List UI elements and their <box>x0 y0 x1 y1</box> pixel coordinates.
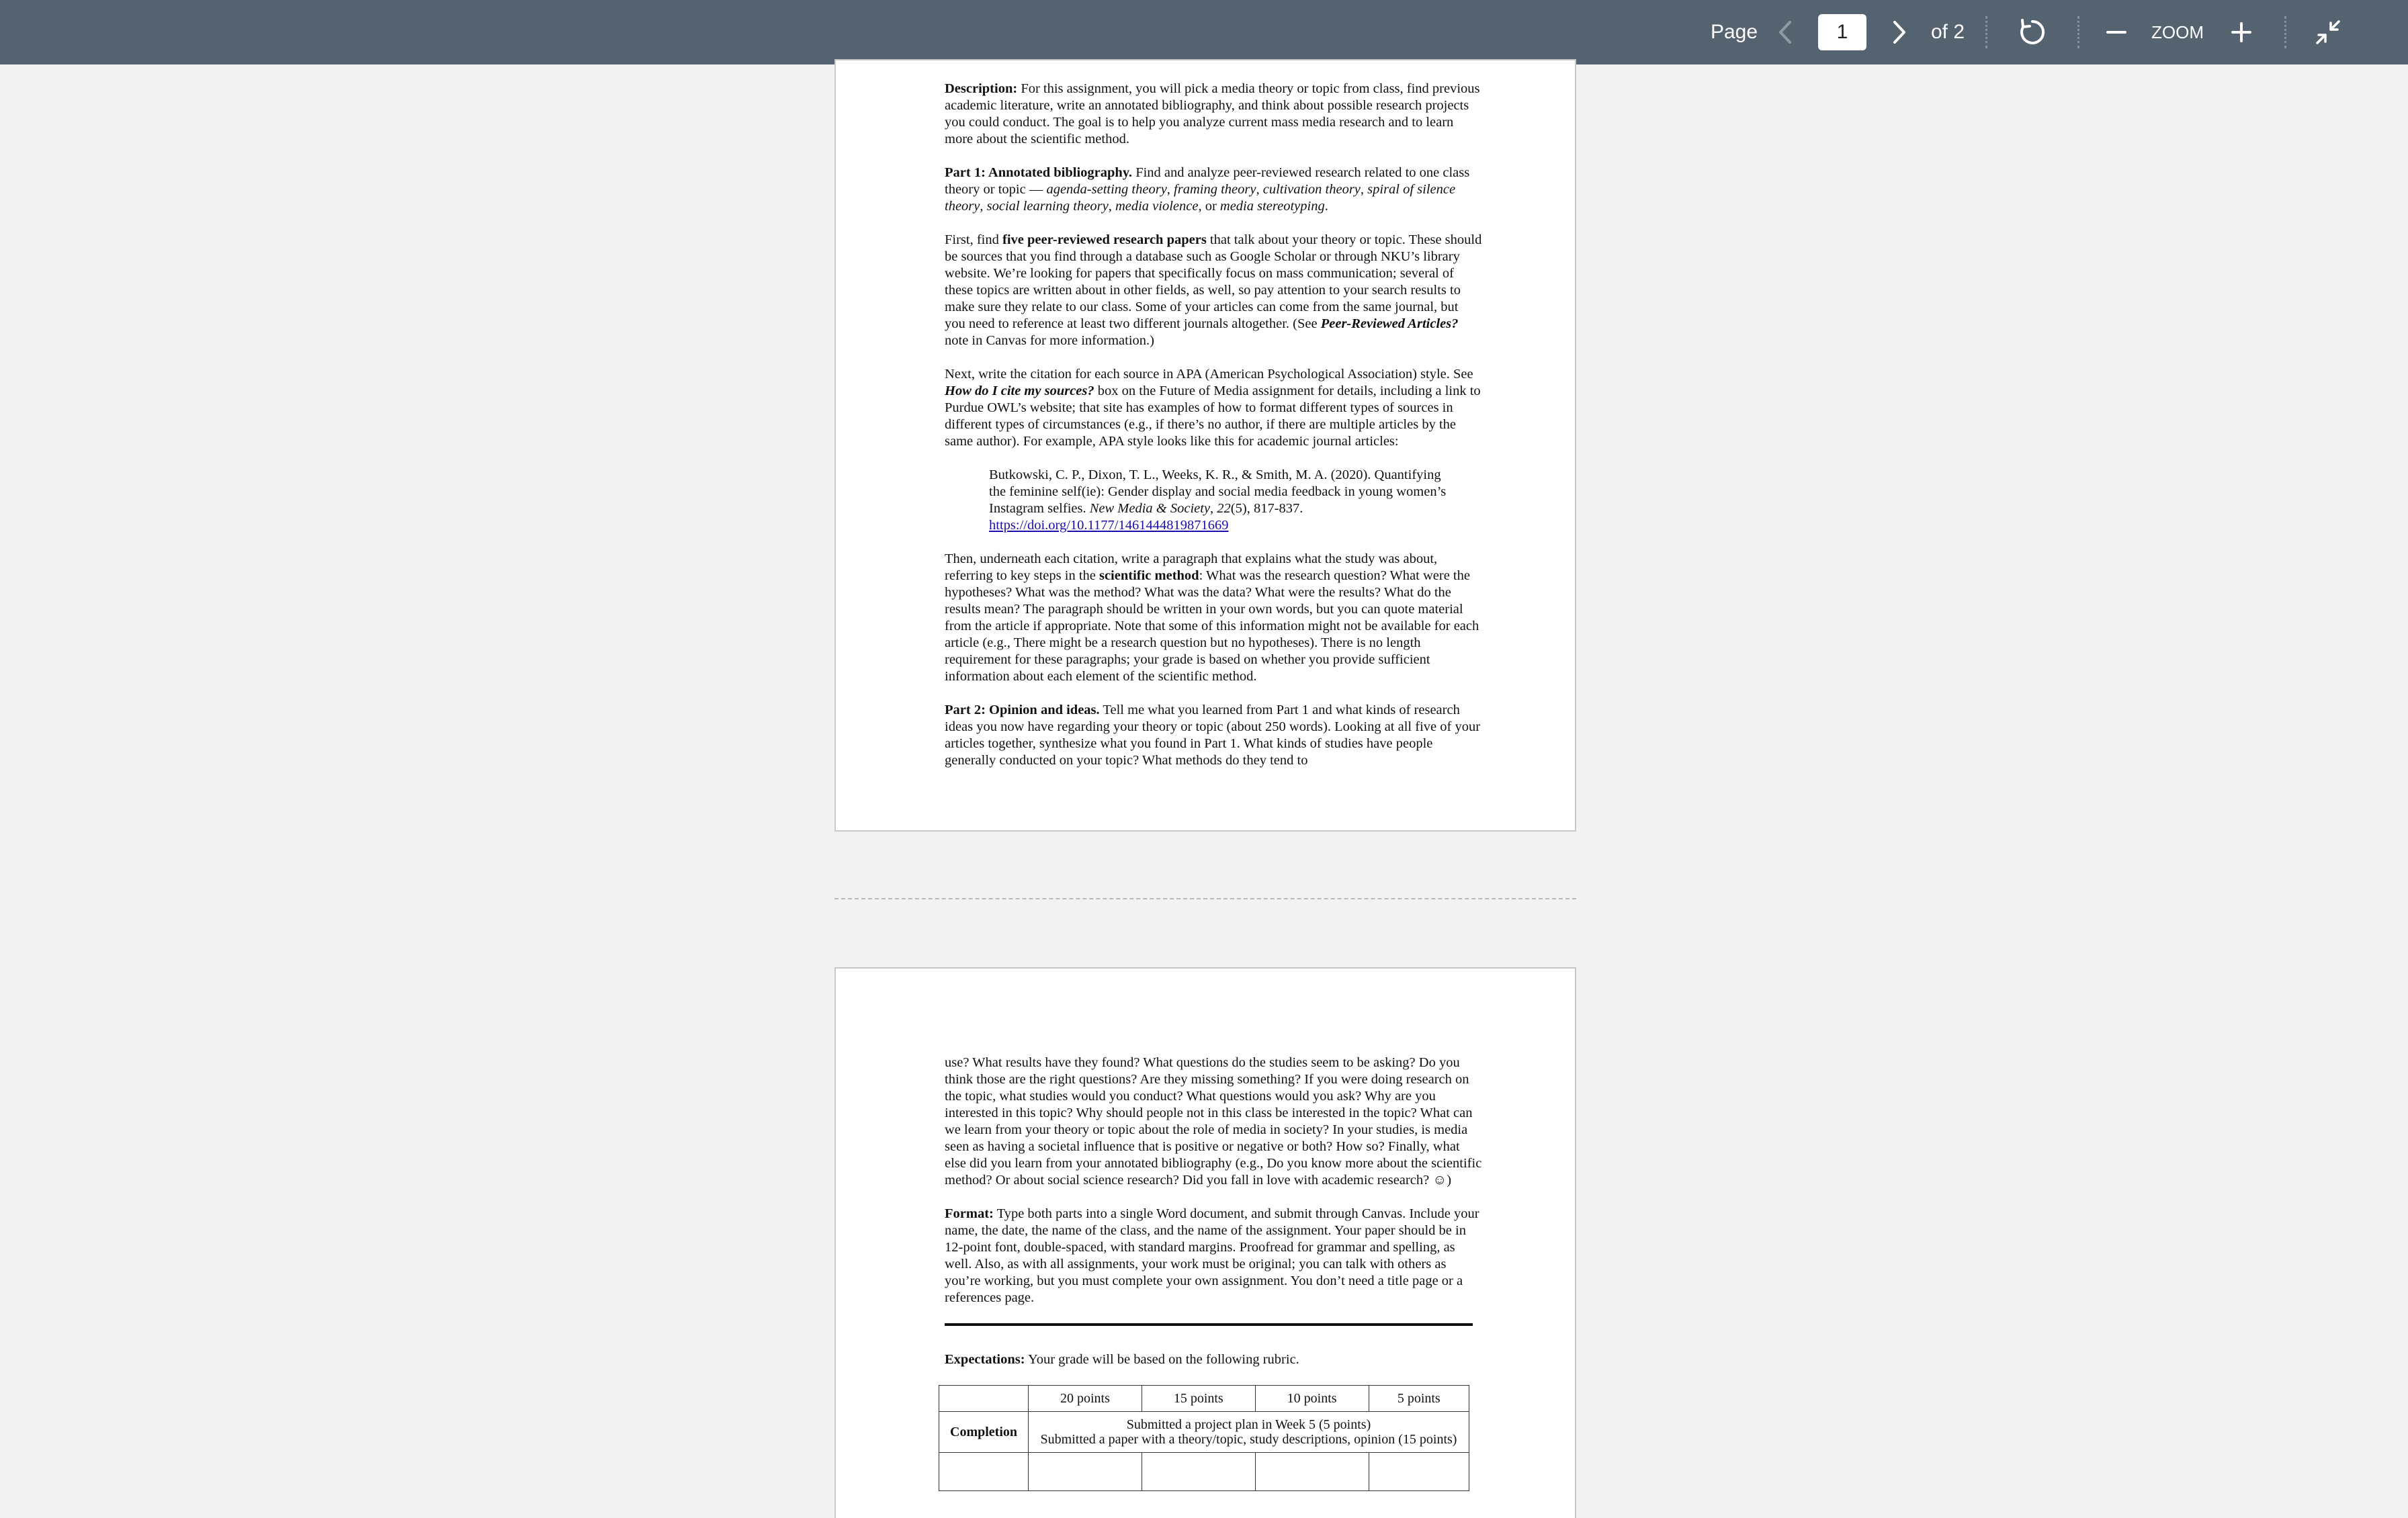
rubric-cell <box>1369 1453 1469 1491</box>
document-page-2 <box>834 967 1576 1518</box>
text: box on the Future of Media assignment for details, including a link to Purdue OWL’s website; that site has examples of how to format different types of sources in different types of circumstances (e.g., if there’s no author, if there are multiple articles by the same author). For example, APA style looks like this for academic journal articles: <box>945 384 1481 449</box>
separator: , <box>1108 199 1115 214</box>
description-text: For this assignment, you will pick a media theory or topic from class, find previous academic literature, write an annotated bibliography, and think about possible research projects you could conduct. The goal is to help you analyze current mass media research and to learn more about the scientific method. <box>945 81 1480 146</box>
rotate-button[interactable] <box>2014 0 2051 64</box>
chevron-left-icon <box>1777 20 1795 44</box>
zoom-label: ZOOM <box>2151 21 2204 42</box>
apa-citation-example <box>989 467 1453 534</box>
page-1-content <box>945 81 1482 786</box>
theory-cultivation: cultivation theory <box>1262 182 1361 197</box>
journal-name: New Media & Society <box>1089 501 1211 516</box>
bold-text: scientific method <box>1099 568 1199 583</box>
bold-italic-text: How do I cite my sources? <box>945 384 1094 398</box>
rubric-line: Submitted a project plan in Week 5 (5 points) <box>1126 1417 1371 1432</box>
page-2-content <box>945 1055 1482 1491</box>
horizontal-rule <box>945 1323 1473 1326</box>
doi-link[interactable]: https://doi.org/10.1177/1461444819871669 <box>989 518 1229 533</box>
separator: , or <box>1198 199 1220 214</box>
rubric-header-10: 10 points <box>1255 1386 1369 1412</box>
format-text: Type both parts into a single Word document, and submit through Canvas. Include your name, the date, the name of the class, and the name of the assignment. Your paper should be in 12-point font, double-spaced, with standard margins. Proofread for grammar and spelling, as well. Also, as with all assignments, your work must be original; you can talk with others as you’re working, but you must complete your own assignment. You don’t need a title page or a references page. <box>945 1206 1479 1305</box>
rubric-row-next <box>939 1453 1469 1491</box>
rubric-cell <box>1142 1453 1255 1491</box>
part1-text: Find and analyze peer-reviewed research related to one class theory or topic — <box>945 165 1470 197</box>
text: that talk about your theory or topic. These should be sources that you find through a database such as Google Scholar or through NKU’s library website. We’re looking for papers that specifically focus on mass communication; several of these topics are written about in other fields, as well, so pay attention to your search results to make sure they relate to our class. Some of your articles can come from the same journal, but you need to reference at least two different journals altogether. (See <box>945 232 1482 331</box>
rotate-icon <box>2017 17 2048 48</box>
toolbar-separator <box>1985 16 1987 48</box>
page-label: Page <box>1710 21 1758 43</box>
text: note in Canvas for more information.) <box>945 333 1154 348</box>
zoom-in-button[interactable] <box>2228 0 2255 64</box>
part2-paragraph <box>945 702 1482 769</box>
rubric-header-5: 5 points <box>1369 1386 1469 1412</box>
text: Then, underneath each citation, write a paragraph that explains what the study was about, referring to key steps in the <box>945 551 1438 583</box>
first-paragraph <box>945 232 1482 349</box>
toolbar-separator <box>2077 16 2079 48</box>
text: Butkowski, C. P., Dixon, T. L., Weeks, K. R., & Smith, M. A. (2020). Quantifying the feminine self(ie): Gender display and social media feedback in young women’s Instagram selfies. <box>989 467 1447 516</box>
rubric-header-15: 15 points <box>1142 1386 1255 1412</box>
separator: , <box>1166 182 1174 197</box>
text: , <box>1210 501 1217 516</box>
theory-agenda-setting: agenda-setting theory <box>1046 182 1167 197</box>
part1-label: Part 1: Annotated bibliography. <box>945 165 1133 180</box>
part2-continued-paragraph: use? What results have they found? What questions do the studies seem to be asking? Do you think those are the right questions? Are they missing something? If you were doing research on the topic, what studies would you conduct? What questions would you ask? Why are you interested in this topic? Why should people not in this class be interested in the topic? What can we learn from your theory or topic about the role of media in society? In your studies, is media seen as having a societal influence that is positive or negative or both? How so? Finally, what else did you learn from your annotated bibliography (e.g., Do you know more about the scientific method? Or about social science research? Did you fall in love with academic research? ☺) <box>945 1055 1482 1188</box>
theory-social-learning: social learning theory <box>986 199 1109 214</box>
page-divider <box>834 898 1576 899</box>
volume: 22 <box>1217 501 1231 516</box>
expectations-paragraph <box>945 1351 1482 1368</box>
rubric-cell <box>939 1453 1029 1491</box>
rubric-line: Submitted a paper with a theory/topic, study descriptions, opinion (15 points) <box>1040 1432 1457 1447</box>
prev-page-button[interactable] <box>1772 0 1799 64</box>
separator: , <box>1256 182 1263 197</box>
minus-icon <box>2106 21 2127 43</box>
separator: , <box>980 199 987 214</box>
rubric-row-completion <box>939 1412 1469 1453</box>
separator: , <box>1360 182 1368 197</box>
rubric-completion-cell <box>1029 1412 1469 1453</box>
next-page-button[interactable] <box>1885 0 1912 64</box>
page-number-input[interactable] <box>1818 14 1866 50</box>
text: (5), 817-837. <box>1230 501 1303 516</box>
expectations-text: Your grade will be based on the following rubric. <box>1025 1352 1299 1367</box>
exit-fullscreen-button[interactable] <box>2311 0 2345 64</box>
collapse-icon <box>2315 19 2341 46</box>
description-label: Description: <box>945 81 1018 96</box>
next-paragraph <box>945 366 1482 450</box>
expectations-label: Expectations: <box>945 1352 1025 1367</box>
topic-media-violence: media violence <box>1115 199 1199 214</box>
document-page-1 <box>834 59 1576 832</box>
then-paragraph <box>945 551 1482 685</box>
zoom-out-button[interactable] <box>2103 0 2130 64</box>
description-paragraph <box>945 81 1482 148</box>
rubric-header-20: 20 points <box>1029 1386 1142 1412</box>
rubric-row-label: Completion <box>939 1412 1029 1453</box>
bold-italic-text: Peer-Reviewed Articles? <box>1320 316 1459 331</box>
pdf-toolbar <box>0 0 2408 64</box>
format-label: Format: <box>945 1206 994 1221</box>
rubric-cell <box>1255 1453 1369 1491</box>
text: : What was the research question? What were the hypotheses? What was the method? What was the data? What were the results? What do the results mean? The paragraph should be written in your own words, but you can quote material from the article if appropriate. Note that some of this information might not be available for each article (e.g., There might be a research question but no hypotheses). There is no length requirement for these paragraphs; your grade is based on whether you provide sufficient information about each element of the scientific method. <box>945 568 1479 684</box>
theory-framing: framing theory <box>1174 182 1256 197</box>
rubric-cell <box>1029 1453 1142 1491</box>
page-count: of 2 <box>1930 21 1965 43</box>
format-paragraph <box>945 1206 1482 1306</box>
rubric-table <box>939 1385 1469 1491</box>
separator: . <box>1324 199 1328 214</box>
plus-icon <box>2231 21 2252 43</box>
rubric-header-row <box>939 1386 1469 1412</box>
part2-text: Tell me what you learned from Part 1 and what kinds of research ideas you now have regarding your theory or topic (about 250 words). Looking at all five of your articles together, synthesize what you found in Part 1. What kinds of studies have people generally conducted on your topic? What methods do they tend to <box>945 703 1481 768</box>
theory-spiral-of-silence: spiral of silence theory <box>945 182 1456 214</box>
rubric-corner-cell <box>939 1386 1029 1412</box>
chevron-right-icon <box>1890 20 1907 44</box>
part2-label: Part 2: Opinion and ideas. <box>945 703 1100 717</box>
text: First, find <box>945 232 1002 247</box>
part1-paragraph <box>945 165 1482 215</box>
toolbar-separator <box>2284 16 2286 48</box>
bold-text: five peer-reviewed research papers <box>1002 232 1207 247</box>
topic-media-stereotyping: media stereotyping <box>1219 199 1325 214</box>
text: Next, write the citation for each source in APA (American Psychological Association) style. See <box>945 367 1473 382</box>
